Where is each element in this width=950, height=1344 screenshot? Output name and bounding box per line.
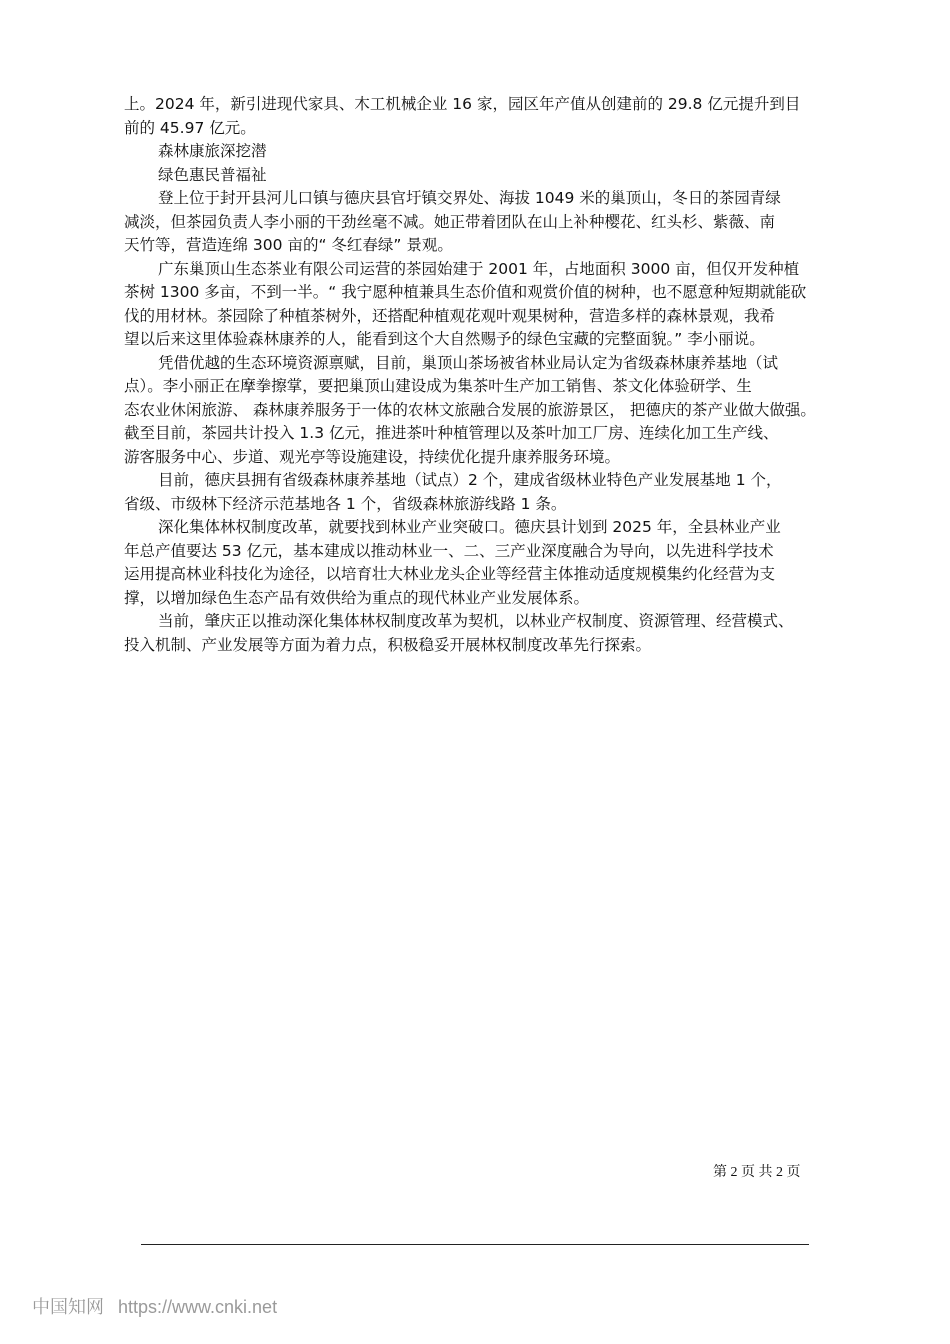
text-line: 望以后来这里体验森林康养的人，能看到这个大自然赐予的绿色宝藏的完整面貌。” 李小丽说。 xyxy=(124,330,765,348)
watermark-url: https://www.cnki.net xyxy=(118,1297,278,1317)
text-line: 年总产值要达 53 亿元，基本建成以推动林业一、二、三产业深度融合为导向，以先进科学技术 xyxy=(124,541,774,560)
text-line: 运用提高林业科技化为途径，以培育壮大林业龙头企业等经营主体推动适度规模集约化经营为支 xyxy=(124,565,776,583)
paragraph xyxy=(124,187,838,258)
text-line: 深化集体林权制度改革，就要找到林业产业突破口。德庆县计划到 2025 年，全县林业产业 xyxy=(158,518,781,536)
paragraph xyxy=(124,610,838,657)
text-line: 前的 45.97 亿元。 xyxy=(124,118,256,137)
text-line: 目前，德庆县拥有省级森林康养基地（试点）2 个，建成省级林业特色产业发展基地 1 个， xyxy=(158,471,782,489)
text-line: 登上位于封开县河儿口镇与德庆县官圩镇交界处、海拔 1049 米的巢顶山，冬日的茶园青绿 xyxy=(158,189,781,207)
text-line: 当前，肇庆正以推动深化集体林权制度改革为契机，以林业产权制度、资源管理、经营模式、 xyxy=(158,612,794,630)
page-number: 第 2 页 共 2 页 xyxy=(713,1165,801,1180)
text-line: 上。2024 年，新引进现代家具、木工机械企业 16 家，园区年产值从创建前的 29.8 亿元提升到目 xyxy=(124,95,801,113)
text-line: 茶树 1300 多亩，不到一半。“ 我宁愿种植兼具生态价值和观赏价值的树种，也不愿意种短期就能砍 xyxy=(124,283,807,301)
paragraph xyxy=(124,93,838,140)
paragraph xyxy=(124,352,838,470)
cnki-watermark xyxy=(32,1293,277,1319)
text-line: 森林康旅深挖潜 xyxy=(158,142,267,160)
paragraph xyxy=(124,164,838,188)
text-line: 截至目前，茶园共计投入 1.3 亿元，推进茶叶种植管理以及茶叶加工厂房、连续化加工生产线、 xyxy=(124,424,779,442)
text-line: 天竹等，营造连绵 300 亩的“ 冬红春绿” 景观。 xyxy=(124,236,453,254)
paragraph xyxy=(124,258,838,352)
text-line: 点）。李小丽正在摩拳擦掌，要把巢顶山建设成为集茶叶生产加工销售、茶文化体验研学、生 xyxy=(124,377,752,395)
paragraph xyxy=(124,516,838,610)
text-line: 投入机制、产业发展等方面为着力点，积极稳妥开展林权制度改革先行探索。 xyxy=(124,635,652,654)
text-line: 态农业休闲旅游、 森林康养服务于一体的农林文旅融合发展的旅游景区， 把德庆的茶产业做大做强。 xyxy=(124,400,816,419)
text-line: 撑，以增加绿色生态产品有效供给为重点的现代林业产业发展体系。 xyxy=(124,588,590,607)
text-line: 广东巢顶山生态茶业有限公司运营的茶园始建于 2001 年，占地面积 3000 亩，但仅开发种植 xyxy=(158,259,800,278)
text-line: 伐的用材林。茶园除了种植茶树外，还搭配种植观花观叶观果树种，营造多样的森林景观，我希 xyxy=(124,306,776,325)
text-line: 凭借优越的生态环境资源禀赋，目前，巢顶山茶场被省林业局认定为省级森林康养基地（试 xyxy=(158,353,779,372)
text-line: 省级、市级林下经济示范基地各 1 个，省级森林旅游线路 1 条。 xyxy=(124,494,567,513)
text-line: 减淡，但茶园负责人李小丽的干劲丝毫不减。她正带着团队在山上补种樱花、红头杉、紫薇、南 xyxy=(124,212,776,231)
document-body xyxy=(124,93,838,657)
watermark-brand: 中国知网 xyxy=(32,1297,104,1317)
footer-divider xyxy=(141,1244,809,1245)
text-line: 绿色惠民普福祉 xyxy=(158,165,267,184)
text-line: 游客服务中心、步道、观光亭等设施建设，持续优化提升康养服务环境。 xyxy=(124,447,621,466)
paragraph xyxy=(124,140,838,164)
paragraph xyxy=(124,469,838,516)
